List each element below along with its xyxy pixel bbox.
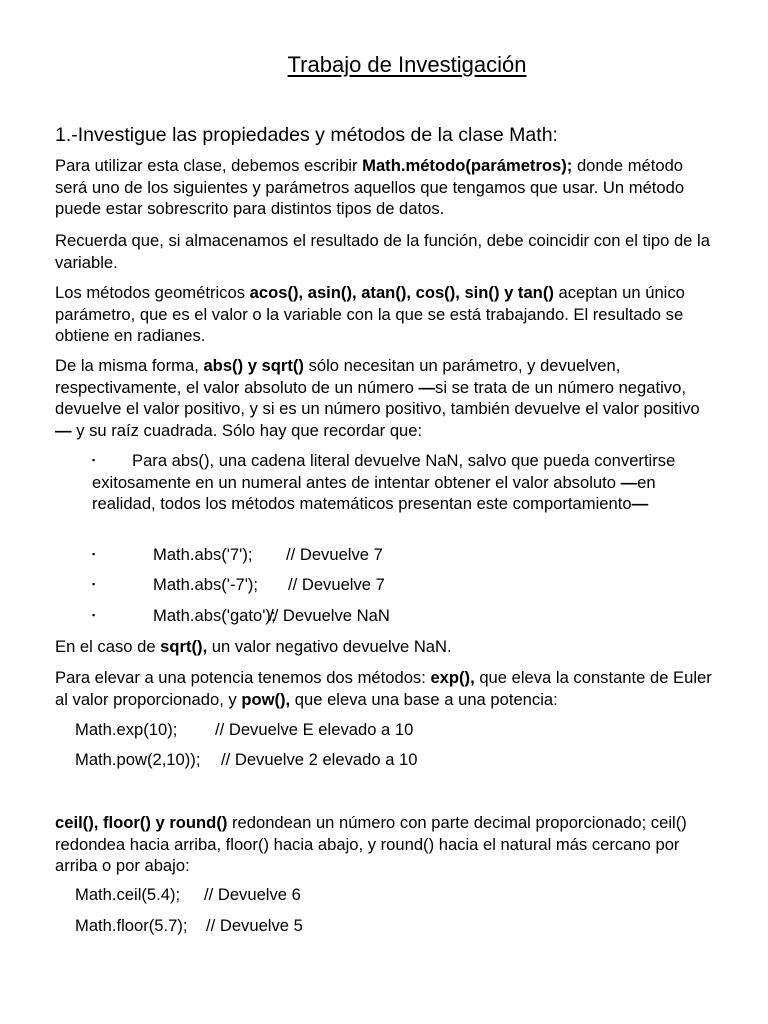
- text-run: Para elevar a una potencia tenemos dos métodos:: [55, 668, 431, 687]
- paragraph-rounding-methods: [55, 812, 715, 877]
- bold-text: Math.método(parámetros);: [362, 156, 573, 175]
- bold-text: exp(),: [430, 668, 475, 687]
- code-text: Math.exp(10);: [75, 720, 178, 739]
- bullet-icon: ▪: [92, 579, 96, 589]
- code-text: Math.pow(2,10));: [75, 750, 201, 769]
- bold-text: ceil(), floor() y round(): [55, 813, 228, 832]
- text-run: Para utilizar esta clase, debemos escribir: [55, 156, 363, 175]
- code-comment: // Devuelve NaN: [269, 606, 390, 625]
- text-run: y su raíz cuadrada. Sólo hay que recordar que:: [71, 420, 423, 440]
- code-text: Math.abs('7');: [153, 545, 253, 564]
- paragraph-variable-type: Recuerda que, si almacenamos el resultado de la función, debe coincidir con el tipo de la variable.: [55, 231, 710, 272]
- code-line: [75, 884, 301, 906]
- bullet-icon: ▪: [92, 455, 96, 465]
- code-comment: // Devuelve E elevado a 10: [215, 720, 414, 739]
- text-run: en realidad, todos los métodos matemáticos presentan este comportamiento: [92, 472, 656, 513]
- bold-text: pow(),: [241, 689, 291, 709]
- text-run: redondean un número con parte decimal proporcionado; ceil() redondea hacia arriba, floor() hacia abajo, y round() hacia el natural más cercano por arriba o por abajo:: [55, 813, 687, 875]
- paragraph-power-methods: [55, 667, 715, 710]
- em-dash: —: [55, 420, 72, 440]
- paragraph-abs-sqrt: [55, 355, 715, 441]
- code-comment: // Devuelve 7: [286, 545, 383, 564]
- section-heading: 1.-Investigue las propiedades y métodos de la clase Math:: [55, 124, 558, 146]
- paragraph-math-usage: [55, 155, 715, 220]
- text-run: un valor negativo devuelve NaN.: [207, 637, 452, 656]
- text-run: donde método será uno de los siguientes y parámetros aquellos que tengamos que usar. Un método puede estar sobrescrito para distintos tipos de datos.: [55, 156, 685, 218]
- paragraph-geometric-methods: [55, 282, 715, 347]
- code-comment: // Devuelve 7: [288, 575, 385, 594]
- code-text: Math.ceil(5.4);: [75, 885, 181, 904]
- text-run: Los métodos geométricos: [55, 283, 250, 302]
- text-run: Para abs(), una cadena literal devuelve NaN, salvo que pueda convertirse exitosamente en un numeral antes de intentar obtener el valor absoluto: [92, 451, 676, 492]
- code-text: Math.floor(5.7);: [75, 916, 188, 935]
- text-run: sólo necesitan un parámetro, y devuelven, respectivamente, el valor absoluto de un número: [55, 356, 621, 397]
- text-run: si se trata de un número negativo, devuelve el valor positivo, y si es un número positivo, también devuelve el valor positivo: [55, 377, 700, 418]
- paragraph-sqrt-negative: [55, 636, 715, 658]
- text-run: que eleva una base a una potencia:: [290, 689, 558, 709]
- em-dash: —: [418, 377, 436, 397]
- code-line: [75, 915, 303, 937]
- bullet-icon: ▪: [92, 610, 96, 620]
- list-item: [92, 450, 692, 515]
- bold-text: acos(), asin(), atan(), cos(), sin() y tan(): [249, 283, 554, 302]
- text-run: aceptan un único parámetro, que es el valor o la variable con la que se está trabajando. El resultado se obtiene en radianes.: [55, 283, 685, 345]
- code-line: [75, 719, 414, 741]
- code-text: Math.abs('-7');: [153, 575, 259, 594]
- document-title: Trabajo de Investigación: [287, 52, 527, 77]
- code-line: [75, 749, 418, 771]
- code-comment: // Devuelve 5: [206, 916, 303, 935]
- text-run: En el caso de: [55, 637, 161, 656]
- code-comment: // Devuelve 6: [204, 885, 301, 904]
- text-run: que eleva la constante de Euler al valor proporcionado, y: [55, 668, 712, 709]
- em-dash: —: [631, 494, 649, 513]
- em-dash: —: [620, 472, 638, 492]
- code-comment: // Devuelve 2 elevado a 10: [221, 750, 418, 769]
- code-text: Math.abs('gato');: [153, 606, 276, 625]
- bold-text: sqrt(),: [160, 637, 208, 656]
- bold-text: abs() y sqrt(): [203, 356, 304, 375]
- text-run: De la misma forma,: [55, 356, 204, 375]
- bullet-icon: ▪: [92, 549, 96, 559]
